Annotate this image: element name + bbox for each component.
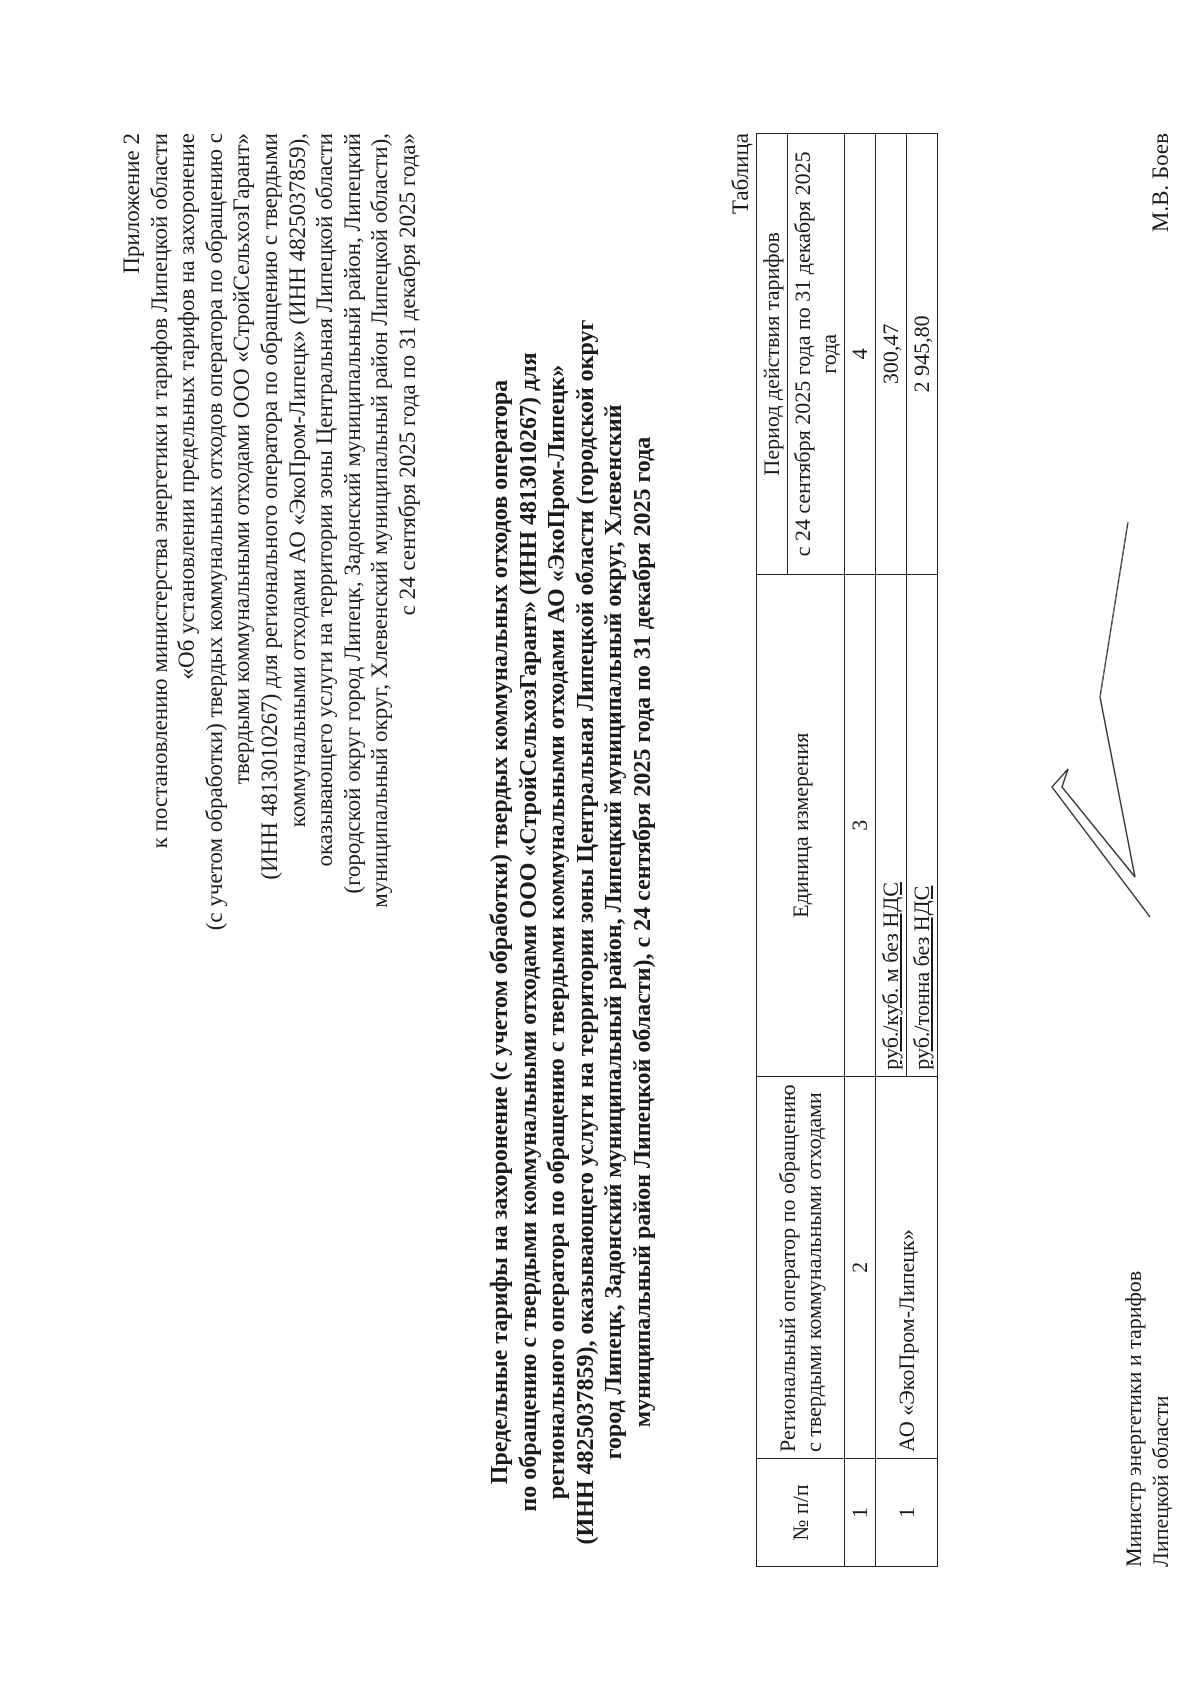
row-unit-volume: [876, 574, 907, 1076]
column-number: 1: [845, 1458, 876, 1566]
row-num: 1: [876, 1458, 938, 1566]
column-number: 4: [845, 134, 876, 575]
appendix-line: муниципальный округ, Хлевенский муниципальный район Липецкой области),: [367, 133, 393, 908]
title-line: по обращению с твердыми коммунальными отходами ООО «СтройСельхозГарант» (ИНН 4813010267) для: [515, 352, 542, 1512]
column-number: 2: [845, 1076, 876, 1458]
header-unit: Единица измерения: [757, 574, 845, 1076]
header-num: № п/п: [757, 1458, 845, 1566]
column-number-row: [845, 134, 876, 1567]
title-line: регионального оператора по обращению с твердыми коммунальными отходами АО «ЭкоПром-Липецк»: [544, 364, 571, 1500]
handwritten-signature: [1040, 517, 1160, 937]
title-line: муниципальный район Липецкой области), с 24 сентября 2025 года по 31 декабря 2025 года: [629, 436, 656, 1428]
row-value-mass: 2 945,80: [907, 134, 938, 575]
signer-position-line: Липецкой области: [1148, 1395, 1173, 1567]
title-line: город Липецк, Задонский муниципальный район, Липецкий муниципальный округ, Хлевенский: [601, 404, 628, 1460]
column-number: 3: [845, 574, 876, 1076]
header-period: с 24 сентября 2025 года по 31 декабря 2025 года: [788, 134, 845, 575]
header-operator: Региональный оператор по обращению с твердыми коммунальными отходами: [757, 1076, 845, 1458]
tariff-table: [756, 133, 938, 1567]
document-title: [486, 317, 658, 1547]
row-unit-mass: [907, 574, 938, 1076]
header-period-group: Период действия тарифов: [757, 134, 788, 575]
table-caption: Таблица: [728, 133, 753, 215]
signer-position-line: Министр энергетики и тарифов: [1121, 1270, 1146, 1567]
unit-text: руб./тонна без НДС: [909, 885, 934, 1070]
header-row: [757, 134, 788, 1567]
appendix-header: [118, 133, 422, 1467]
appendix-line: твердыми коммунальными отходами ООО «СтройСельхозГарант»: [229, 133, 255, 785]
signer-name: М.В. Боев: [1148, 133, 1173, 233]
appendix-line: (ИНН 4813010267) для регионального оператора по обращению с твердыми: [256, 133, 282, 880]
appendix-line: (с учетом обработки) твердых коммунальных отходов оператора по обращению с: [201, 133, 227, 931]
row-value-volume: 300,47: [876, 134, 907, 575]
appendix-line: «Об установлении предельных тарифов на захоронение: [174, 133, 200, 680]
appendix-line: (городской округ город Липецк, Задонский муниципальный район, Липецкий: [339, 133, 365, 894]
title-line: (ИНН 4825037859), оказывающего услуги на территории зоны Центральная Липецкой области (городской округ: [572, 319, 599, 1545]
appendix-line: оказывающего услуги на территории зоны Центральная Липецкой области: [312, 133, 338, 867]
table-row: [876, 134, 907, 1567]
row-operator: АО «ЭкоПром-Липецк»: [876, 1076, 938, 1458]
appendix-line: с 24 сентября 2025 года по 31 декабря 2025 года»: [394, 133, 420, 616]
signer-position: [1120, 1067, 1174, 1567]
appendix-line: Приложение 2: [119, 133, 144, 274]
appendix-line: коммунальными отходами АО «ЭкоПром-Липецк» (ИНН 4825037859),: [284, 133, 310, 828]
title-line: Предельные тарифы на захоронение (с учетом обработки) твердых коммунальных отходов оператора: [487, 379, 513, 1485]
unit-text: руб./куб. м без НДС: [878, 882, 903, 1070]
appendix-line: к постановлению министерства энергетики и тарифов Липецкой области: [146, 133, 172, 849]
